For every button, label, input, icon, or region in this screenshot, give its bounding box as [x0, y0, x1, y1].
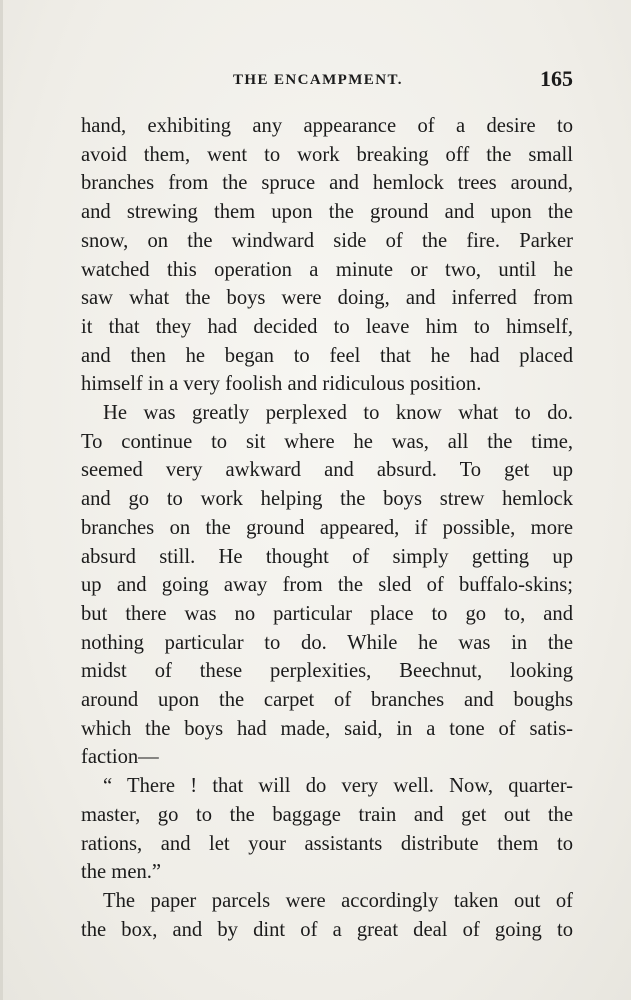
- text-line: snow, on the windward side of the fire. Parker: [81, 229, 573, 252]
- text-line: He was greatly perplexed to know what to do.: [103, 402, 573, 425]
- text-line: To continue to sit where he was, all the time,: [81, 430, 573, 453]
- running-head: [81, 66, 573, 96]
- text-line: but there was no particular place to go to, and: [81, 602, 573, 625]
- text-line: saw what the boys were doing, and inferred from: [81, 287, 573, 310]
- text-line: branches on the ground appeared, if possible, more: [81, 516, 573, 539]
- text-line: faction—: [81, 746, 159, 769]
- text-line: watched this operation a minute or two, until he: [81, 258, 573, 281]
- text-line: midst of these perplexities, Beechnut, looking: [81, 660, 573, 683]
- text-line: avoid them, went to work breaking off the small: [81, 143, 573, 166]
- text-line: it that they had decided to leave him to himself,: [81, 315, 573, 338]
- body-text: [81, 112, 573, 944]
- text-line: seemed very awkward and absurd. To get up: [81, 459, 573, 482]
- paragraph: [81, 112, 573, 399]
- paragraph: [81, 772, 573, 887]
- text-line: The paper parcels were accordingly taken out of: [103, 889, 573, 912]
- text-line: nothing particular to do. While he was in the: [81, 631, 573, 654]
- text-line: rations, and let your assistants distribute them to: [81, 832, 573, 855]
- text-line: absurd still. He thought of simply getting up: [81, 545, 573, 568]
- text-line: around upon the carpet of branches and boughs: [81, 689, 573, 712]
- text-line: himself in a very foolish and ridiculous position.: [81, 373, 482, 396]
- text-line: and go to work helping the boys strew hemlock: [81, 488, 573, 511]
- text-line: which the boys had made, said, in a tone of satis-: [81, 717, 573, 740]
- text-line: and then he began to feel that he had placed: [81, 344, 573, 367]
- text-line: up and going away from the sled of buffalo-skins;: [81, 574, 573, 597]
- running-title: THE ENCAMPMENT.: [233, 72, 403, 88]
- page-number: 165: [540, 66, 573, 91]
- text-line: the men.”: [81, 861, 162, 884]
- paragraph: [81, 399, 573, 772]
- text-line: hand, exhibiting any appearance of a desire to: [81, 115, 573, 137]
- text-line: and strewing them upon the ground and upon the: [81, 201, 573, 224]
- text-line: branches from the spruce and hemlock trees around,: [81, 172, 573, 195]
- text-line: master, go to the baggage train and get out the: [81, 803, 573, 826]
- paragraph: [81, 887, 573, 944]
- text-line: “ There ! that will do very well. Now, quarter-: [103, 775, 573, 798]
- text-line: the box, and by dint of a great deal of going to: [81, 918, 573, 941]
